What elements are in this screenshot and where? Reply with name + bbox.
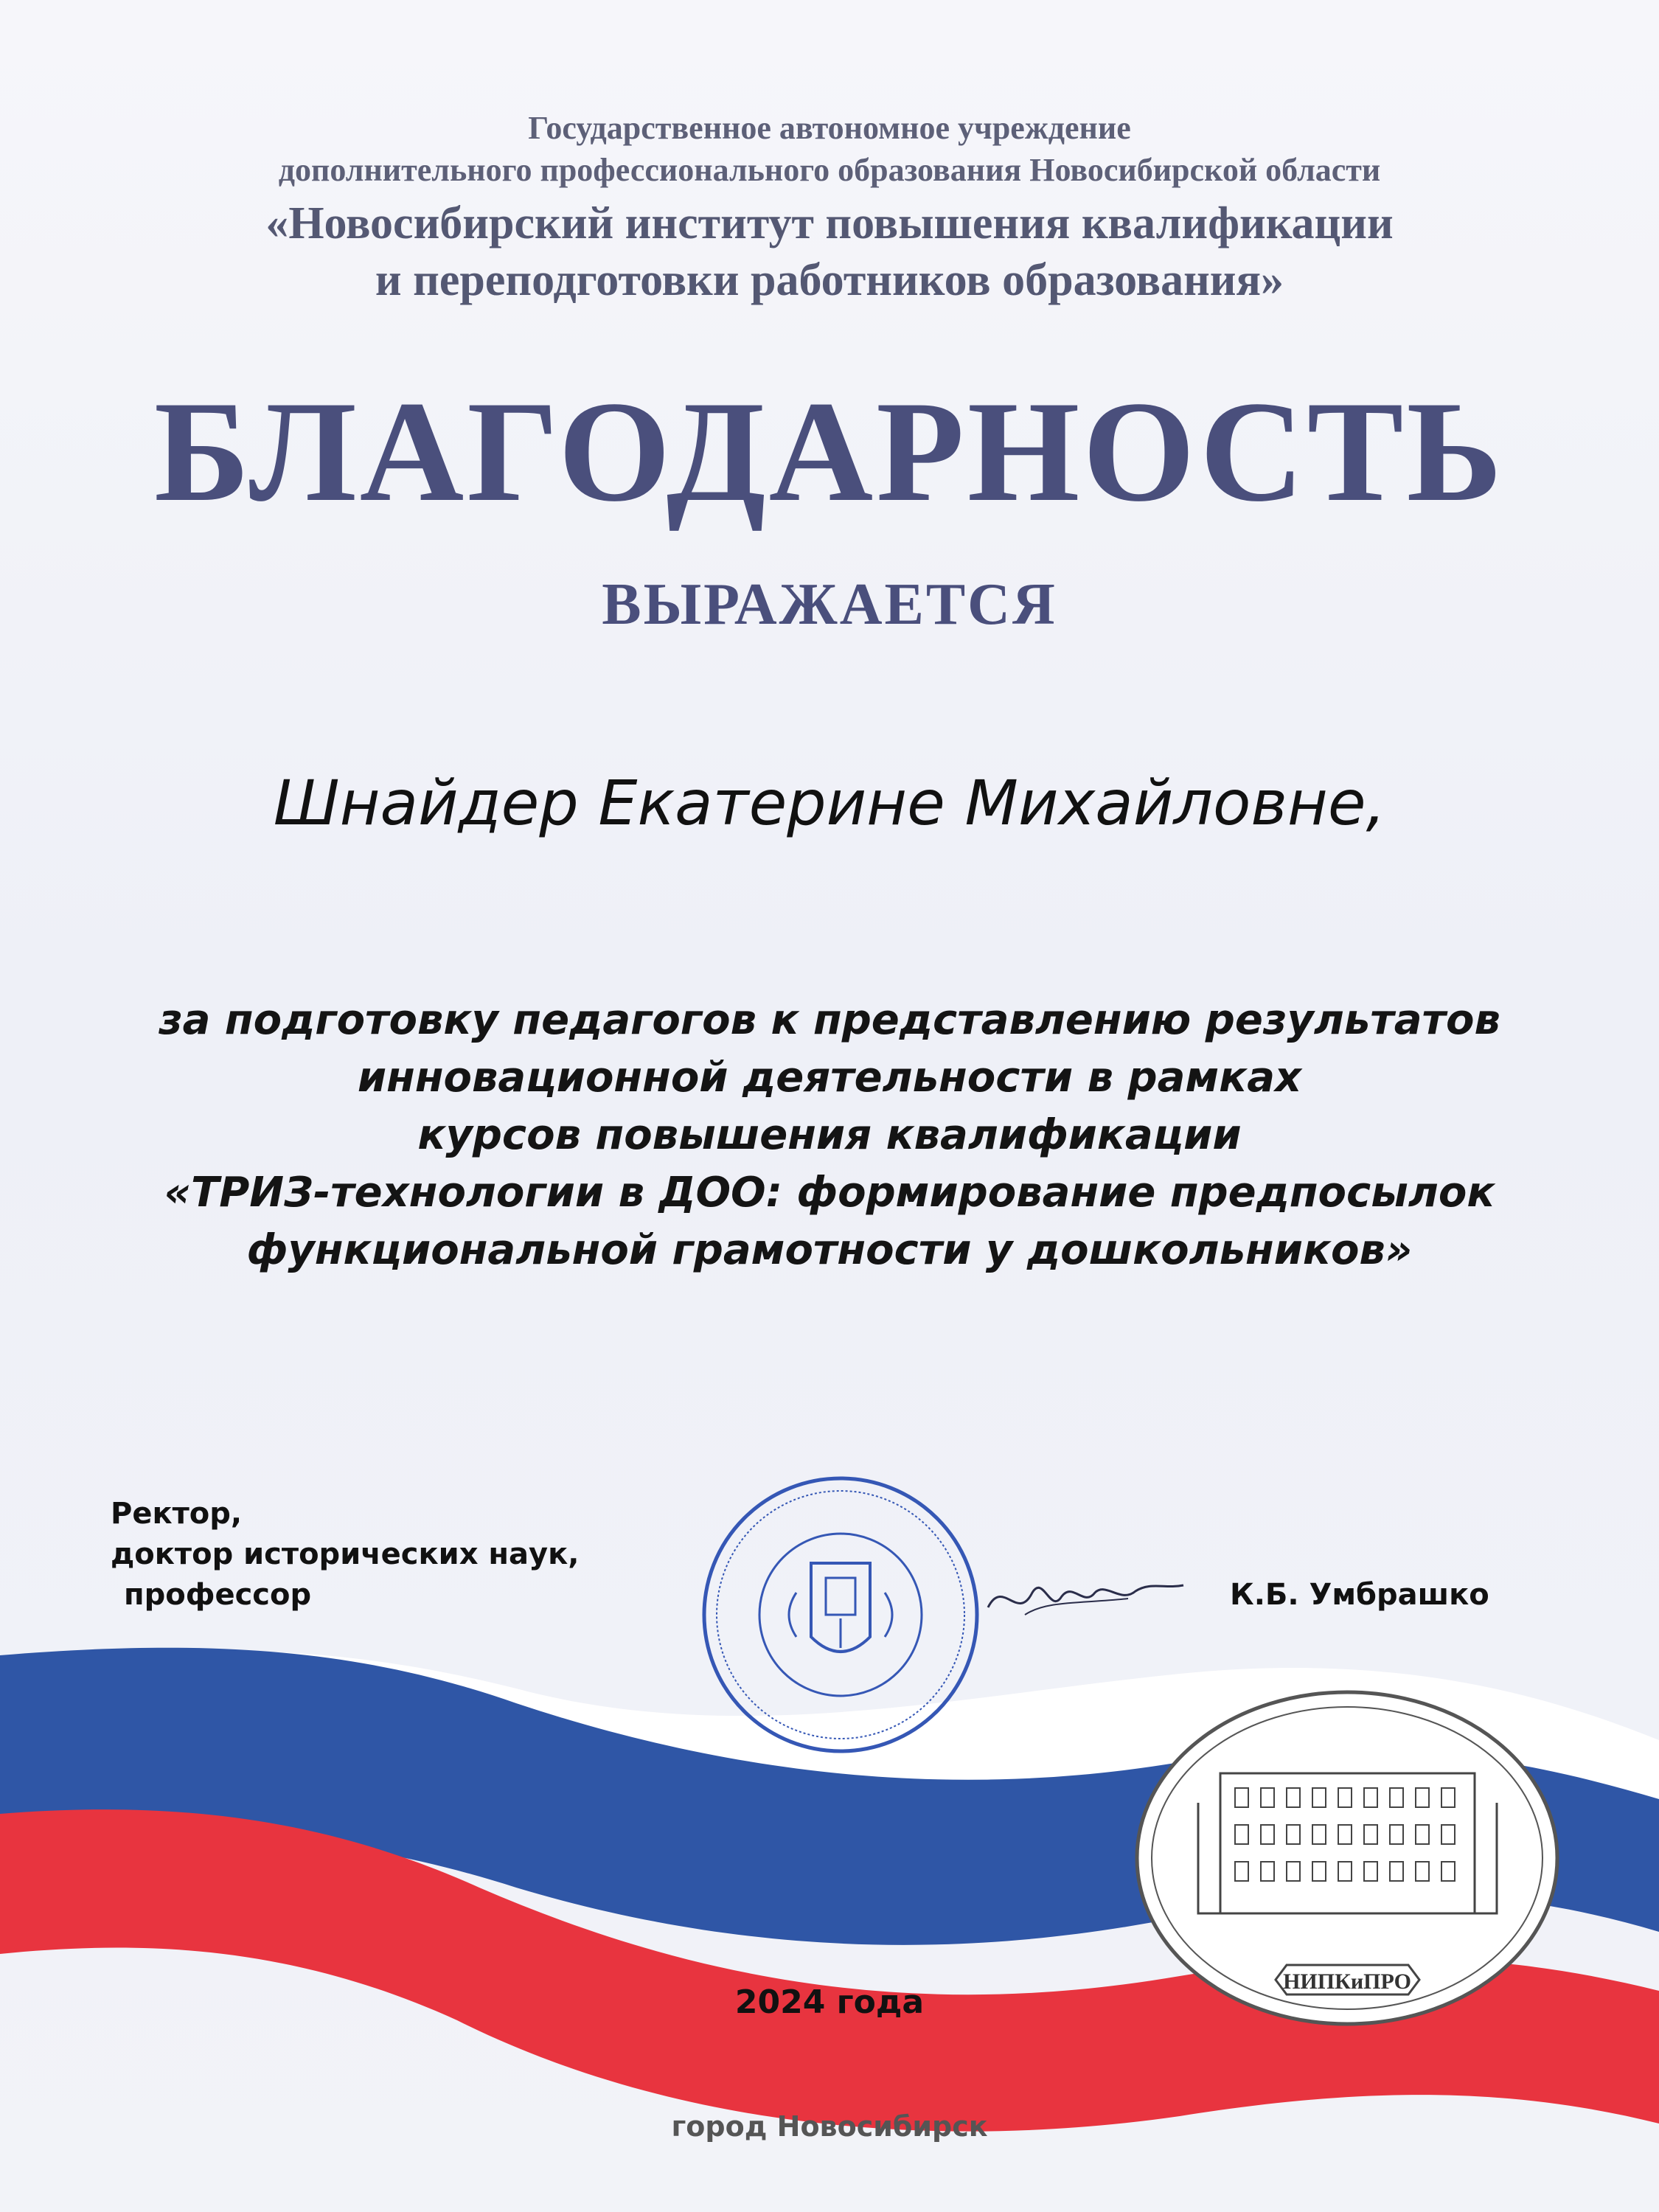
institution-line-3: «Новосибирский институт повышения квалификации (265, 198, 1394, 248)
official-stamp (693, 1467, 988, 1762)
institution-line-1: Государственное автономное учреждение (528, 110, 1131, 146)
signatory-degree: доктор исторических наук, (111, 1537, 580, 1571)
signatory-name: К.Б. Умбрашко (1230, 1578, 1489, 1612)
certificate-year: 2024 года (734, 1983, 925, 2021)
reason-line: инновационной деятельности в рамках (357, 1054, 1302, 1102)
certificate-city: город Новосибирск (671, 2110, 988, 2143)
certificate-title: БЛАГОДАРНОСТЬ (153, 372, 1506, 532)
signatory-position: Ректор, (111, 1497, 243, 1531)
recipient-name: Шнайдер Екатерине Михайловне, (273, 767, 1386, 839)
certificate-subtitle: ВЫРАЖАЕТСЯ (602, 572, 1057, 637)
institution-line-2: дополнительного профессионального образования Новосибирской области (278, 152, 1381, 188)
institution-line-4: и переподготовки работников образования» (375, 255, 1284, 305)
signatory-title: профессор (124, 1578, 312, 1612)
reason-line: функциональной грамотности у дошкольников» (246, 1226, 1413, 1274)
signature (981, 1563, 1187, 1630)
reason-line: «ТРИЗ-технологии в ДОО: формирование предпосылок (164, 1169, 1495, 1217)
reason-line: за подготовку педагогов к представлению результатов (159, 996, 1500, 1044)
reason-text (0, 992, 1659, 1279)
emblem-label: НИПКиПРО (1283, 1969, 1411, 1994)
institute-emblem (1132, 1685, 1563, 2031)
reason-line: курсов повышения квалификации (417, 1111, 1242, 1159)
